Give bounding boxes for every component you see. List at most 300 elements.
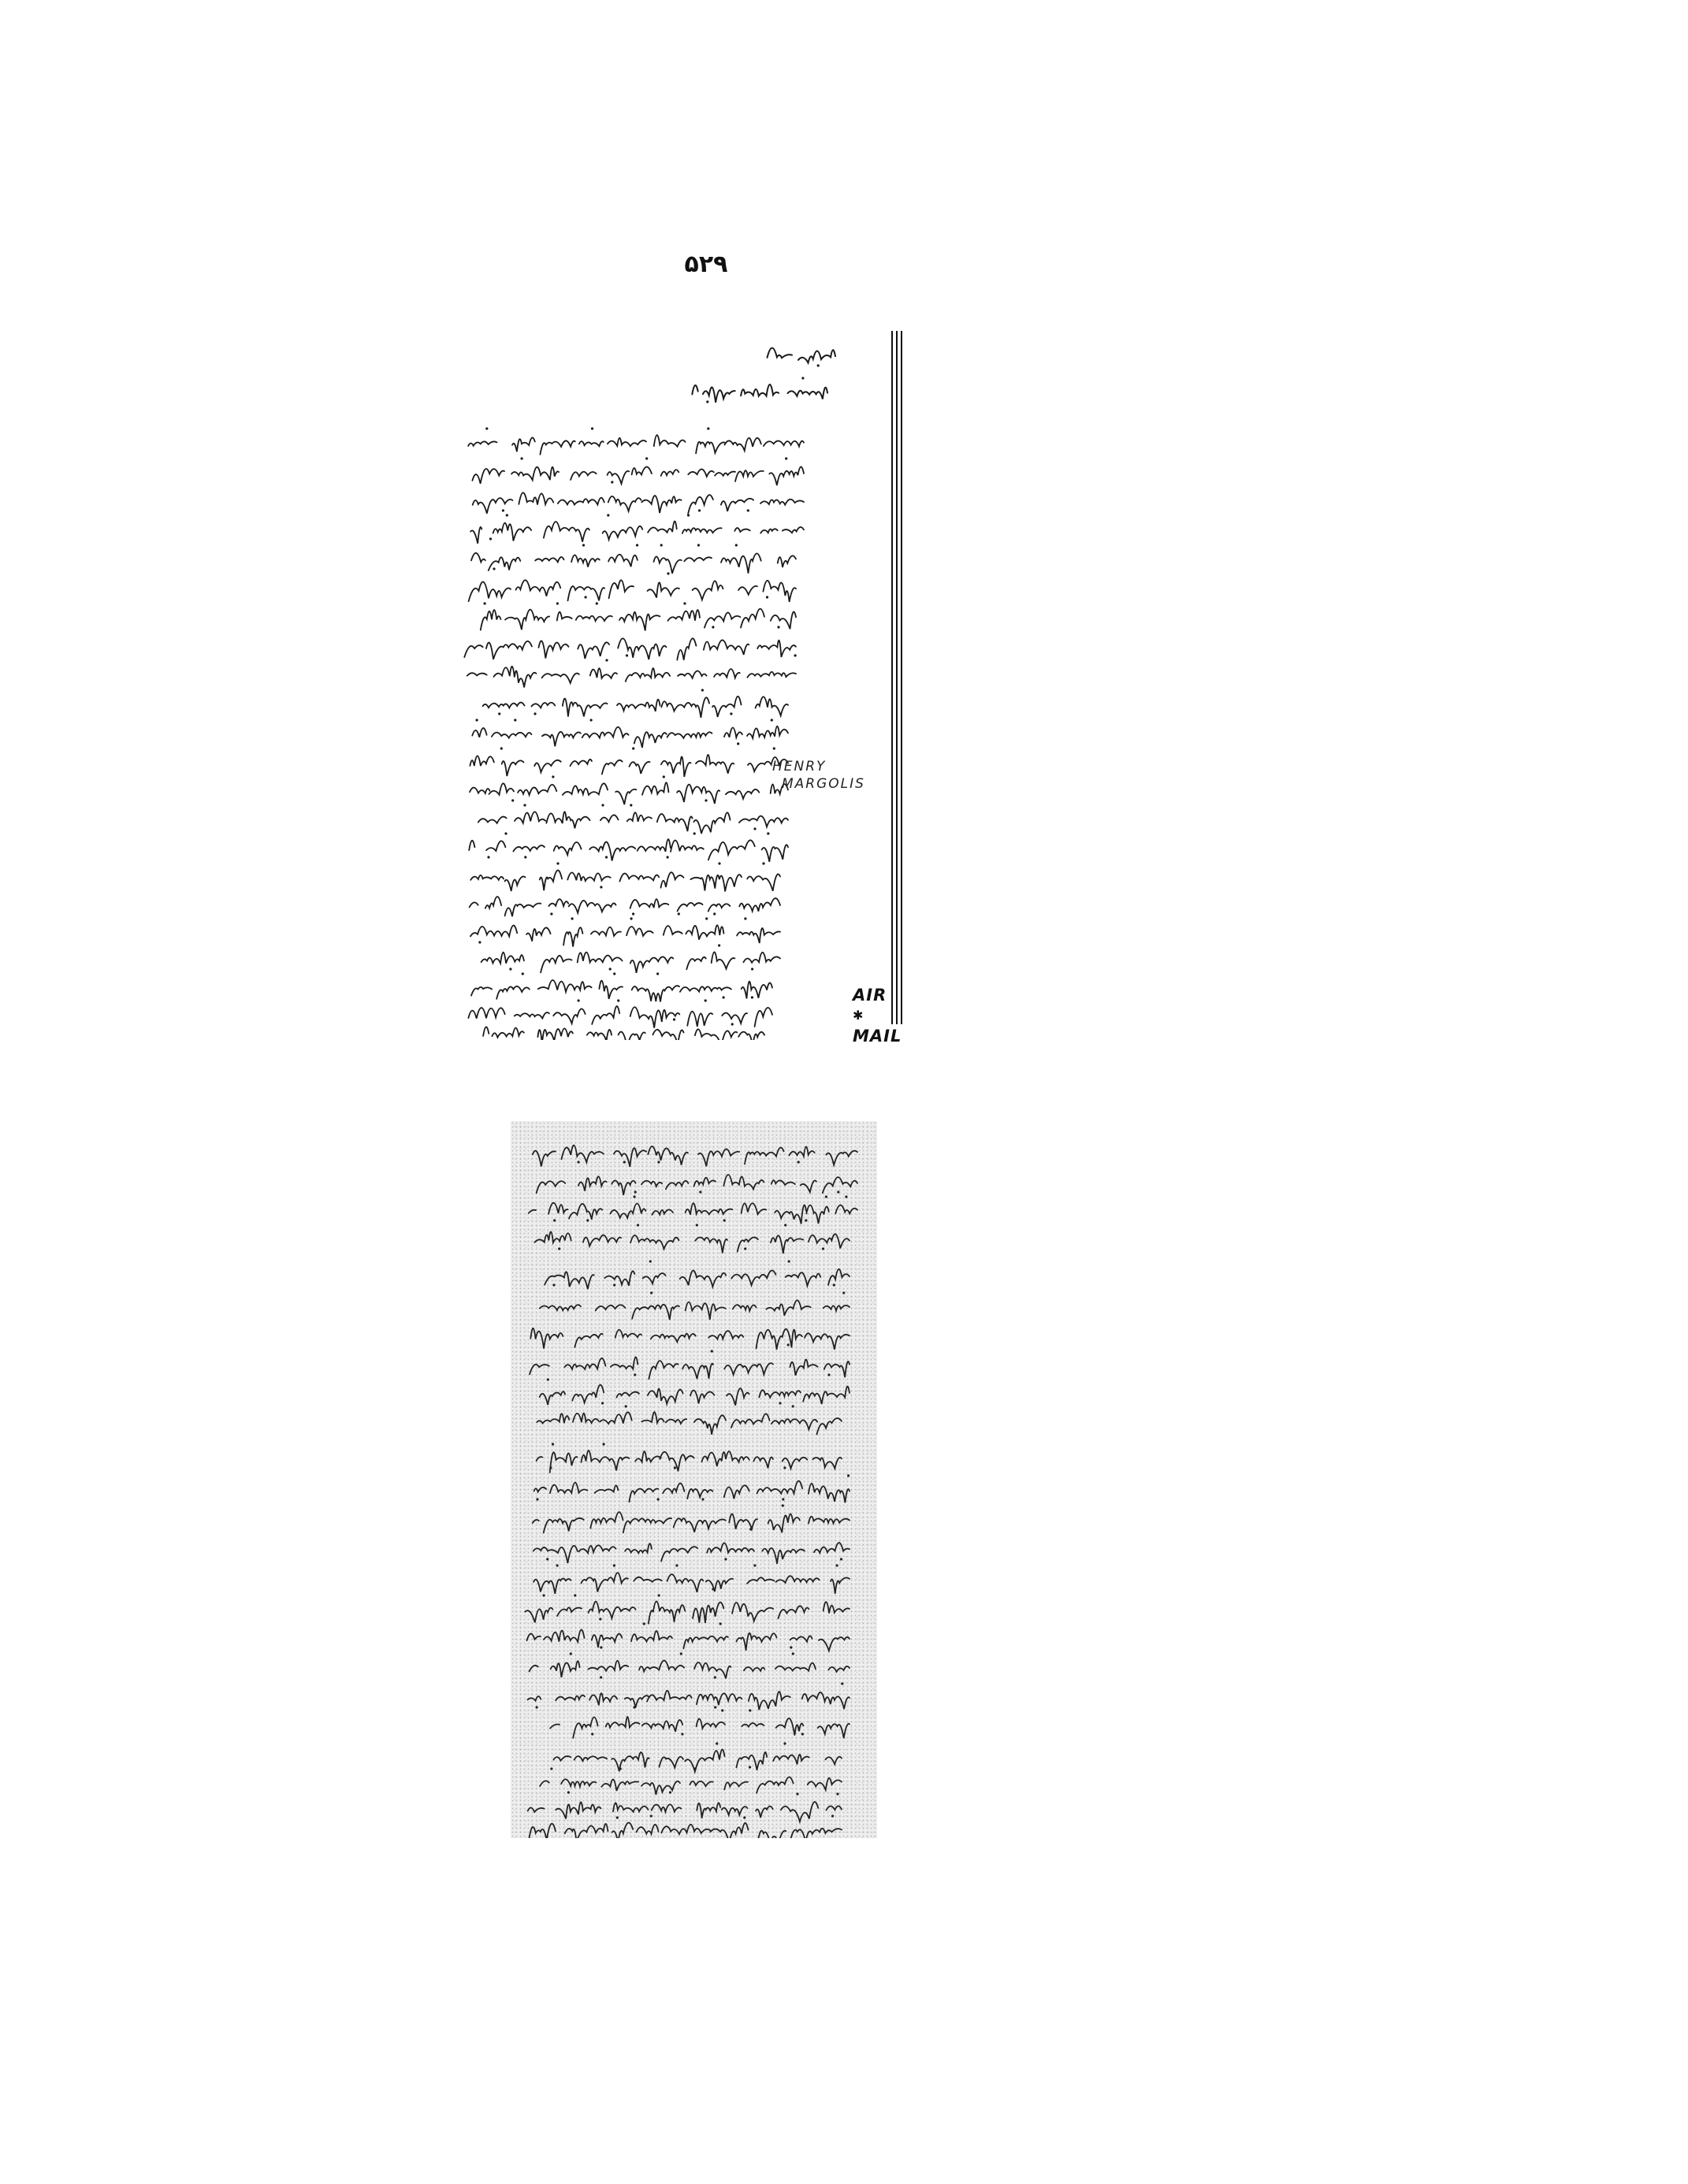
handwriting-stroke bbox=[812, 1458, 842, 1469]
handwriting-dot bbox=[792, 1405, 794, 1407]
handwriting-stroke bbox=[715, 472, 735, 476]
handwriting-stroke bbox=[638, 839, 671, 852]
handwriting-stroke bbox=[677, 638, 696, 659]
handwriting-stroke bbox=[708, 1331, 743, 1339]
handwriting-dot bbox=[609, 968, 612, 970]
handwriting-dot bbox=[743, 1816, 745, 1818]
handwriting-stroke bbox=[686, 925, 723, 939]
handwriting-stroke bbox=[603, 526, 643, 540]
handwriting-dot bbox=[634, 1195, 636, 1198]
handwriting-stroke bbox=[723, 1175, 764, 1189]
handwriting-dot bbox=[713, 912, 716, 915]
handwriting-dot bbox=[550, 912, 552, 915]
handwriting-stroke bbox=[472, 469, 504, 484]
handwriting-stroke bbox=[583, 1235, 621, 1246]
handwriting-stroke bbox=[798, 350, 835, 362]
handwriting-stroke bbox=[755, 1008, 772, 1027]
handwriting-stroke bbox=[489, 783, 515, 794]
handwriting-stroke bbox=[548, 1203, 568, 1214]
handwriting-dot bbox=[712, 1588, 714, 1590]
handwriting-stroke bbox=[694, 1415, 726, 1434]
handwriting-dot bbox=[637, 1224, 639, 1226]
handwriting-stroke bbox=[623, 1518, 671, 1532]
handwriting-stroke bbox=[757, 1777, 794, 1793]
handwriting-dot bbox=[766, 596, 768, 598]
handwriting-stroke bbox=[687, 1489, 712, 1499]
handwriting-stroke bbox=[824, 1602, 850, 1613]
handwriting-stroke bbox=[569, 1204, 602, 1220]
handwriting-stroke bbox=[831, 1578, 850, 1594]
handwriting-stroke bbox=[505, 904, 541, 917]
handwriting-stroke bbox=[608, 438, 646, 446]
handwriting-stroke bbox=[762, 845, 788, 862]
handwriting-dot bbox=[792, 1652, 794, 1655]
handwriting-stroke bbox=[534, 760, 561, 772]
handwriting-dot bbox=[782, 1504, 784, 1506]
handwriting-stroke bbox=[776, 1718, 804, 1736]
handwriting-stroke bbox=[470, 902, 478, 907]
handwriting-dot bbox=[723, 996, 725, 998]
handwriting-stroke bbox=[540, 1305, 581, 1310]
handwriting-stroke bbox=[739, 898, 780, 912]
handwriting-stroke bbox=[642, 782, 668, 795]
handwriting-stroke bbox=[790, 1829, 842, 1838]
handwriting-dot bbox=[650, 1291, 653, 1294]
handwriting-stroke bbox=[667, 732, 712, 738]
handwriting-stroke bbox=[595, 1485, 619, 1493]
handwriting-stroke bbox=[599, 981, 623, 999]
handwriting-stroke bbox=[768, 1514, 800, 1533]
handwriting-dot bbox=[498, 712, 500, 715]
handwriting-stroke bbox=[540, 1391, 565, 1405]
handwriting-stroke bbox=[515, 1012, 549, 1018]
handwriting-stroke bbox=[589, 1693, 617, 1705]
handwriting-dot bbox=[524, 856, 526, 858]
handwriting-stroke bbox=[668, 610, 701, 621]
handwriting-stroke bbox=[677, 785, 719, 804]
handwriting-dot bbox=[711, 1350, 713, 1352]
air-mail-line-2: MAIL bbox=[853, 1027, 902, 1046]
handwriting-stroke bbox=[592, 1634, 623, 1648]
handwriting-stroke bbox=[817, 1418, 842, 1434]
handwriting-stroke bbox=[625, 1696, 649, 1708]
handwriting-stroke bbox=[632, 986, 679, 1001]
handwriting-stroke bbox=[469, 581, 511, 601]
handwriting-stroke bbox=[553, 1756, 571, 1761]
handwriting-dot bbox=[673, 1018, 675, 1020]
handwriting-stroke bbox=[694, 1662, 731, 1678]
handwriting-stroke bbox=[757, 1329, 802, 1350]
handwriting-stroke bbox=[744, 1667, 764, 1671]
handwriting-dot bbox=[650, 1814, 653, 1817]
handwriting-dot bbox=[591, 1733, 593, 1735]
handwriting-stroke bbox=[516, 580, 561, 596]
handwriting-stroke bbox=[612, 1822, 634, 1838]
handwriting-dot bbox=[749, 1709, 751, 1711]
handwriting-dot bbox=[636, 544, 638, 546]
handwriting-stroke bbox=[652, 1209, 673, 1214]
handwriting-dot bbox=[590, 719, 593, 721]
handwriting-stroke bbox=[494, 667, 537, 688]
handwriting-dot bbox=[836, 1564, 838, 1566]
handwriting-stroke bbox=[704, 640, 749, 655]
handwriting-stroke bbox=[617, 700, 660, 711]
handwriting-stroke bbox=[651, 1334, 696, 1343]
handwriting-stroke bbox=[610, 1203, 645, 1217]
handwriting-stroke bbox=[502, 760, 524, 776]
handwriting-stroke bbox=[685, 1749, 724, 1771]
handwriting-stroke bbox=[733, 1305, 757, 1311]
handwriting-dot bbox=[833, 1283, 835, 1286]
handwriting-stroke bbox=[783, 527, 804, 533]
handwriting-stroke bbox=[803, 1387, 850, 1404]
handwriting-dot bbox=[570, 1652, 572, 1655]
handwriting-stroke bbox=[643, 1273, 666, 1283]
handwriting-stroke bbox=[808, 1778, 842, 1790]
handwriting-dot bbox=[534, 712, 536, 715]
handwriting-stroke bbox=[738, 586, 757, 595]
handwriting-stroke bbox=[661, 1547, 697, 1562]
handwriting-stroke bbox=[660, 1452, 693, 1472]
handwriting-dot bbox=[578, 999, 580, 1001]
handwriting-dot bbox=[656, 972, 659, 975]
handwriting-dot bbox=[478, 941, 481, 943]
handwriting-dot bbox=[840, 1558, 842, 1560]
handwriting-stroke bbox=[661, 872, 684, 888]
handwriting-dot bbox=[485, 427, 488, 429]
handwriting-stroke bbox=[642, 1720, 682, 1732]
handwriting-stroke bbox=[826, 1806, 842, 1810]
handwriting-stroke bbox=[724, 1485, 749, 1499]
handwriting-stroke bbox=[582, 727, 629, 738]
handwriting-dot bbox=[698, 509, 701, 511]
handwriting-dot bbox=[607, 514, 609, 516]
handwriting-stroke bbox=[712, 952, 735, 968]
handwriting-dot bbox=[784, 1224, 786, 1226]
handwriting-stroke bbox=[627, 812, 652, 822]
handwriting-stroke bbox=[747, 672, 796, 678]
handwriting-stroke bbox=[557, 1607, 582, 1616]
handwriting-stroke bbox=[600, 815, 619, 822]
page-number: ۵۲۹ bbox=[684, 251, 728, 278]
handwriting-stroke bbox=[757, 641, 796, 657]
handwriting-dot bbox=[744, 1247, 746, 1250]
handwriting-dot bbox=[817, 364, 820, 366]
handwriting-stroke bbox=[535, 557, 563, 562]
handwriting-stroke bbox=[824, 1306, 850, 1311]
handwriting-stroke bbox=[544, 522, 589, 542]
handwriting-stroke bbox=[757, 1481, 803, 1494]
handwriting-stroke bbox=[564, 1358, 605, 1369]
handwriting-stroke bbox=[590, 668, 617, 678]
handwriting-dot bbox=[716, 1742, 718, 1744]
handwriting-stroke bbox=[492, 733, 532, 738]
handwriting-dot bbox=[623, 1161, 626, 1163]
handwriting-dot bbox=[787, 1343, 790, 1346]
handwriting-stroke bbox=[481, 610, 501, 630]
handwriting-stroke bbox=[661, 697, 709, 718]
handwriting-stroke bbox=[612, 1180, 635, 1195]
handwriting-stroke bbox=[696, 442, 725, 454]
handwriting-dot bbox=[667, 572, 669, 574]
handwriting-stroke bbox=[692, 385, 697, 394]
handwriting-dot bbox=[578, 1161, 580, 1163]
handwriting-dot bbox=[521, 457, 523, 459]
handwriting-stroke bbox=[710, 1823, 748, 1838]
handwriting-stroke bbox=[470, 788, 489, 793]
handwriting-dot bbox=[630, 804, 632, 806]
handwriting-dot bbox=[523, 804, 526, 806]
handwriting-stroke bbox=[731, 1270, 775, 1285]
handwriting-stroke bbox=[724, 728, 742, 737]
handwriting-dot bbox=[699, 1190, 701, 1193]
handwriting-dot bbox=[536, 1706, 538, 1708]
handwriting-dot bbox=[737, 742, 739, 745]
handwriting-stroke bbox=[634, 1577, 661, 1582]
handwriting-stroke bbox=[601, 1779, 638, 1791]
handwriting-dot bbox=[611, 481, 613, 483]
handwriting-stroke bbox=[546, 812, 589, 828]
handwriting-dot bbox=[822, 1247, 824, 1250]
handwriting-dot bbox=[749, 1528, 752, 1530]
handwriting-stroke bbox=[712, 696, 741, 717]
handwriting-stroke bbox=[697, 1693, 742, 1705]
handwriting-stroke bbox=[574, 1334, 603, 1347]
margin-note-line-2: MARGOLIS bbox=[782, 776, 865, 792]
handwriting-stroke bbox=[554, 842, 582, 855]
handwriting-stroke bbox=[694, 1178, 716, 1187]
handwriting-dot bbox=[502, 509, 504, 511]
handwriting-stroke bbox=[753, 1457, 773, 1468]
handwriting-stroke bbox=[550, 1452, 578, 1473]
handwriting-stroke bbox=[648, 522, 677, 533]
handwriting-dot bbox=[633, 1706, 635, 1708]
handwriting-stroke bbox=[769, 466, 804, 485]
handwriting-dot bbox=[600, 886, 602, 888]
handwritten-letter-page-two bbox=[511, 1121, 877, 1838]
handwriting-dot bbox=[601, 1402, 604, 1404]
handwriting-dot bbox=[723, 1219, 726, 1221]
handwriting-stroke bbox=[591, 927, 621, 936]
handwriting-stroke bbox=[626, 927, 653, 936]
handwriting-dot bbox=[632, 912, 634, 915]
handwriting-stroke bbox=[527, 1634, 541, 1641]
handwriting-stroke bbox=[530, 1666, 538, 1672]
handwriting-dot bbox=[718, 944, 720, 946]
handwriting-dot bbox=[658, 1594, 660, 1596]
handwriting-stroke bbox=[666, 1419, 686, 1424]
handwriting-stroke bbox=[630, 956, 673, 972]
handwriting-stroke bbox=[639, 1661, 684, 1672]
handwriting-stroke bbox=[630, 1235, 679, 1249]
handwriting-stroke bbox=[600, 1412, 631, 1424]
handwriting-stroke bbox=[630, 1007, 680, 1027]
handwriting-stroke bbox=[637, 1825, 659, 1834]
handwriting-stroke bbox=[745, 1147, 784, 1164]
handwriting-dot bbox=[550, 1767, 552, 1770]
handwriting-dot bbox=[836, 1792, 838, 1795]
handwriting-stroke bbox=[693, 1603, 723, 1623]
handwriting-stroke bbox=[641, 1412, 664, 1423]
handwriting-stroke bbox=[534, 1488, 547, 1492]
handwriting-dot bbox=[514, 719, 516, 721]
handwriting-stroke bbox=[496, 986, 530, 999]
handwriting-stroke bbox=[608, 471, 630, 484]
handwriting-stroke bbox=[589, 842, 635, 861]
handwriting-dot bbox=[744, 917, 746, 919]
handwriting-stroke bbox=[828, 1666, 850, 1672]
handwriting-stroke bbox=[729, 1514, 757, 1529]
handwriting-dot bbox=[777, 626, 779, 628]
handwriting-dot bbox=[487, 856, 489, 858]
handwriting-dot bbox=[721, 1709, 723, 1711]
handwriting-stroke bbox=[764, 441, 804, 447]
handwriting-dot bbox=[649, 1260, 652, 1262]
handwriting-stroke bbox=[790, 1636, 812, 1641]
handwriting-stroke bbox=[578, 953, 623, 963]
handwriting-stroke bbox=[690, 875, 742, 891]
handwriting-stroke bbox=[776, 1576, 820, 1583]
handwriting-stroke bbox=[537, 1413, 569, 1423]
handwriting-dot bbox=[782, 1498, 784, 1500]
handwriting-stroke bbox=[573, 1718, 597, 1738]
handwriting-dot bbox=[825, 1195, 827, 1198]
handwriting-stroke bbox=[806, 1205, 829, 1224]
handwriting-stroke bbox=[582, 1573, 628, 1592]
handwriting-stroke bbox=[809, 1517, 850, 1524]
handwriting-dot bbox=[511, 799, 514, 801]
handwriting-stroke bbox=[609, 580, 634, 598]
margin-rules bbox=[889, 331, 913, 1024]
handwriting-stroke bbox=[641, 1181, 662, 1187]
handwriting-stroke bbox=[809, 1234, 850, 1248]
handwriting-dot bbox=[842, 1291, 845, 1294]
handwriting-stroke bbox=[472, 728, 486, 737]
handwriting-dot bbox=[719, 1622, 722, 1625]
handwriting-stroke bbox=[678, 903, 703, 912]
handwriting-stroke bbox=[530, 1365, 549, 1374]
handwriting-stroke bbox=[759, 1390, 801, 1398]
handwriting-stroke bbox=[701, 1451, 749, 1466]
handwriting-stroke bbox=[771, 611, 796, 629]
handwriting-stroke bbox=[697, 1719, 725, 1729]
handwriting-dot bbox=[724, 1558, 727, 1560]
handwriting-stroke bbox=[611, 1357, 638, 1369]
handwriting-stroke bbox=[468, 441, 496, 446]
handwriting-stroke bbox=[569, 901, 616, 913]
handwriting-stroke bbox=[592, 1006, 619, 1024]
handwriting-stroke bbox=[742, 982, 772, 999]
handwriting-stroke bbox=[529, 1210, 536, 1213]
handwriting-stroke bbox=[724, 1363, 773, 1375]
handwriting-stroke bbox=[469, 841, 474, 850]
handwriting-stroke bbox=[486, 641, 532, 659]
handwriting-dot bbox=[718, 862, 720, 864]
handwriting-stroke bbox=[760, 529, 778, 533]
handwriting-dot bbox=[767, 832, 769, 834]
handwriting-stroke bbox=[571, 555, 600, 566]
handwriting-stroke bbox=[470, 875, 504, 880]
handwriting-stroke bbox=[801, 1180, 816, 1192]
handwriting-dot bbox=[600, 1646, 602, 1648]
handwriting-stroke bbox=[661, 1825, 711, 1834]
handwriting-dot bbox=[753, 1564, 756, 1566]
handwriting-stroke bbox=[531, 703, 555, 708]
handwriting-stroke bbox=[683, 1636, 728, 1649]
handwriting-stroke bbox=[819, 1637, 850, 1651]
handwriting-dot bbox=[543, 1594, 545, 1596]
handwriting-dot bbox=[801, 377, 804, 379]
handwriting-stroke bbox=[550, 1483, 588, 1493]
handwriting-dot bbox=[687, 514, 690, 516]
handwriting-stroke bbox=[550, 1724, 560, 1728]
handwriting-dot bbox=[785, 457, 787, 459]
handwriting-dot bbox=[617, 999, 619, 1001]
handwriting-dot bbox=[634, 1373, 636, 1376]
handwriting-dot bbox=[625, 1405, 627, 1407]
handwriting-stroke bbox=[576, 616, 612, 621]
handwriting-stroke bbox=[724, 438, 760, 451]
handwriting-dot bbox=[707, 427, 709, 429]
handwriting-stroke bbox=[563, 927, 582, 946]
handwriting-stroke bbox=[756, 696, 788, 715]
handwriting-stroke bbox=[786, 1272, 820, 1286]
handwriting-stroke bbox=[693, 812, 730, 834]
air-mail-stamp bbox=[853, 985, 902, 1046]
handwriting-stroke bbox=[828, 1269, 850, 1285]
handwriting-stroke bbox=[771, 1180, 795, 1185]
handwriting-dot bbox=[585, 596, 587, 598]
handwriting-stroke bbox=[563, 783, 608, 795]
handwriting-stroke bbox=[473, 498, 513, 514]
handwriting-stroke bbox=[736, 1633, 776, 1651]
handwriting-stroke bbox=[578, 1545, 615, 1553]
handwriting-stroke bbox=[619, 1032, 645, 1040]
handwriting-stroke bbox=[634, 732, 667, 748]
handwriting-strokes-page-two bbox=[511, 1121, 877, 1838]
handwriting-dot bbox=[558, 1247, 560, 1250]
handwriting-stroke bbox=[741, 384, 779, 396]
handwriting-dot bbox=[556, 602, 559, 604]
handwriting-dot bbox=[705, 799, 707, 801]
handwriting-dot bbox=[831, 1814, 834, 1817]
handwriting-stroke bbox=[556, 1696, 585, 1700]
handwriting-dot bbox=[696, 1224, 698, 1226]
handwriting-dot bbox=[632, 747, 634, 749]
handwriting-stroke bbox=[529, 1824, 556, 1838]
handwriting-dot bbox=[714, 1676, 716, 1678]
handwriting-dot bbox=[586, 1219, 589, 1221]
handwriting-stroke bbox=[695, 1237, 727, 1253]
handwriting-stroke bbox=[763, 581, 796, 602]
handwriting-dot bbox=[657, 1161, 660, 1163]
handwriting-stroke bbox=[533, 1520, 539, 1523]
handwriting-stroke bbox=[654, 435, 686, 447]
handwriting-stroke bbox=[805, 1333, 850, 1349]
handwriting-stroke bbox=[652, 1804, 682, 1811]
handwriting-dot bbox=[845, 1195, 847, 1198]
handwriting-dot bbox=[674, 1466, 676, 1469]
handwriting-stroke bbox=[657, 814, 693, 831]
handwriting-stroke bbox=[766, 1300, 810, 1315]
handwriting-stroke bbox=[567, 872, 610, 881]
handwriting-stroke bbox=[587, 1030, 612, 1040]
handwriting-dot bbox=[705, 1618, 707, 1620]
handwriting-stroke bbox=[802, 1692, 850, 1709]
handwriting-stroke bbox=[688, 469, 714, 476]
handwriting-dot bbox=[613, 972, 615, 975]
handwriting-stroke bbox=[540, 440, 574, 454]
